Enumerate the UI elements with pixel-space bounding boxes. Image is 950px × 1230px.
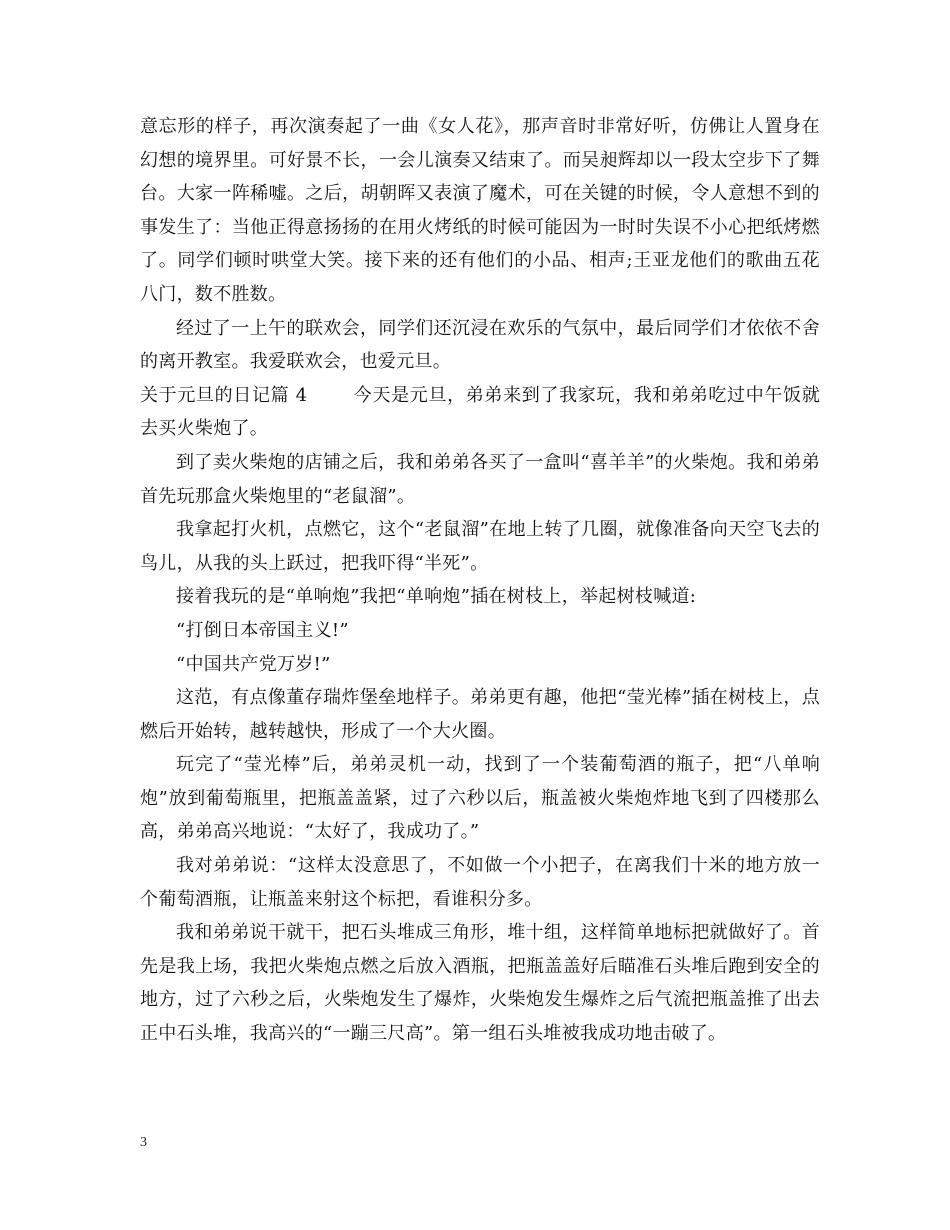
paragraph: 经过了一上午的联欢会，同学们还沉浸在欢乐的气氛中，最后同学们才依依不舍的离开教室。我爱联欢会，也爱元旦。 [140, 317, 820, 373]
paragraph: 接着我玩的是“单响炮”我把“单响炮”插在树枝上，举起树枝喊道: [176, 586, 697, 608]
paragraph: 这范，有点像董存瑞炸堡垒地样子。弟弟更有趣，他把“莹光棒”插在树枝上，点燃后开始转，越转越快，形成了一个大火圈。 [140, 687, 820, 742]
paragraph: 我和弟弟说干就干，把石头堆成三角形，堆十组，这样简单地标把就做好了。首先是我上场，我把火柴炮点燃之后放入酒瓶，把瓶盖盖好后瞄准石头堆后跑到安全的地方，过了六秒之后，火柴炮发生了爆炸，火柴炮发生爆炸之后气流把瓶盖推了出去正中石头堆，我高兴的“一蹦三尺高”。第一组石头堆被我成功地击破了。 [140, 922, 820, 1045]
body-text [140, 110, 820, 1051]
paragraph: 我对弟弟说：“这样太没意思了，不如做一个小把子，在离我们十米的地方放一个葡萄酒瓶，让瓶盖来射这个标把，看谁积分多。 [140, 855, 820, 910]
paragraph: 意忘形的样子，再次演奏起了一曲《女人花》，那声音时非常好听，仿佛让人置身在幻想的境界里。可好景不长，一会儿演奏又结束了。而吴昶辉却以一段太空步下了舞台。大家一阵稀嘘。之后，胡朝晖又表演了魔术，可在关键的时候，令人意想不到的事发生了：当他正得意扬扬的在用火烤纸的时候可能因为一时时失误不小心把纸烤燃了。同学们顿时哄堂大笑。接下来的还有他们的小品、相声;王亚龙他们的歌曲五花八门，数不胜数。 [140, 116, 820, 305]
paragraph: 玩完了“莹光棒”后，弟弟灵机一动，找到了一个装葡萄酒的瓶子，把“八单响炮”放到葡萄瓶里，把瓶盖盖紧，过了六秒以后，瓶盖被火柴炮炸地飞到了四楼那么高，弟弟高兴地说：“太好了，我成功了。” [140, 754, 820, 843]
paragraph-text: 今天是元旦，弟弟来到了我家玩，我和弟弟吃过中午饭就去买火柴炮了。 [140, 384, 820, 440]
paragraph: “中国共产党万岁!” [176, 653, 331, 675]
page-number: 3 [140, 1135, 147, 1150]
paragraph: 到了卖火柴炮的店铺之后，我和弟弟各买了一盒叫“喜羊羊”的火柴炮。我和弟弟首先玩那盒火柴炮里的“老鼠溜”。 [140, 451, 820, 507]
paragraph: “打倒日本帝国主义!” [176, 619, 349, 641]
paragraph-with-heading [140, 379, 820, 446]
diary-entry-heading: 关于元旦的日记篇 4 [140, 384, 308, 406]
paragraph: 我拿起打火机，点燃它，这个“老鼠溜”在地上转了几圈，就像准备向天空飞去的鸟儿，从我的头上跃过，把我吓得“半死”。 [140, 519, 820, 574]
